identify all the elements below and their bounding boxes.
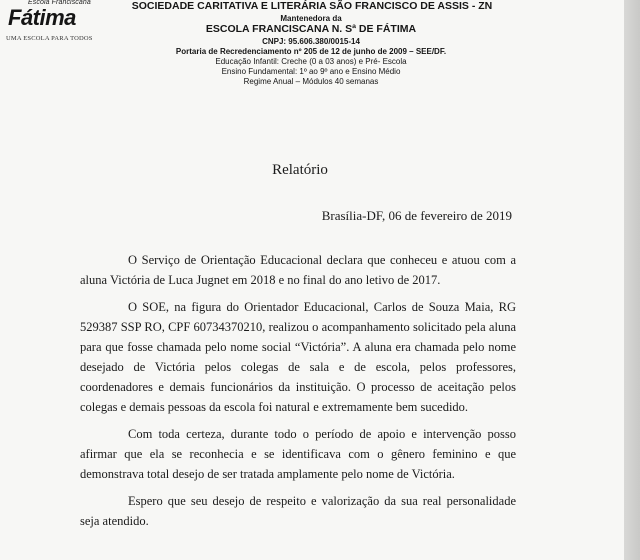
school-logo bbox=[6, 0, 106, 48]
letterhead-cnpj: CNPJ: 95.606.380/0015-14 bbox=[262, 37, 360, 46]
document-title: Relatório bbox=[272, 162, 328, 178]
paragraph-3: Com toda certeza, durante todo o período de apoio e intervenção posso afirmar que ela se reconhecia e se identificava com o gênero feminino e que demonstrava total desejo de ser tratada amplamente pelo nome de Victória. bbox=[80, 427, 516, 481]
report-body bbox=[80, 250, 516, 538]
paragraph-1: O Serviço de Orientação Educacional declara que conheceu e atuou com a aluna Victória de Luca Jugnet em 2018 e no final do ano letivo de 2017. bbox=[80, 253, 516, 287]
letterhead-regime: Regime Anual – Módulos 40 semanas bbox=[243, 77, 379, 86]
logo-tagline-top: Escola Franciscana bbox=[28, 0, 91, 6]
letterhead-society-name: SOCIEDADE CARITATIVA E LITERÁRIA SÃO FRANCISCO DE ASSIS - ZN bbox=[131, 0, 493, 12]
letterhead-school-name: ESCOLA FRANCISCANA N. Sª DE FÁTIMA bbox=[205, 23, 417, 35]
page-edge-shadow bbox=[624, 0, 640, 560]
letterhead-ordinance: Portaria de Recredenciamento nº 205 de 12 de junho de 2009 – SEE/DF. bbox=[175, 47, 447, 56]
letterhead-maintainer-label: Mantenedora da bbox=[280, 14, 342, 23]
letterhead-early-education: Educação Infantil: Creche (0 a 03 anos) e Pré- Escola bbox=[215, 57, 407, 66]
date-line: Brasília-DF, 06 de fevereiro de 2019 bbox=[321, 208, 512, 223]
letterhead-fundamental-education: Ensino Fundamental: 1º ao 9º ano e Ensino Médio bbox=[221, 67, 401, 76]
paragraph-4: Espero que seu desejo de respeito e valorização da sua real personalidade seja atendido. bbox=[80, 494, 516, 528]
paragraph-2: O SOE, na figura do Orientador Educacional, Carlos de Souza Maia, RG 529387 SSP RO, CPF 60734370210, realizou o acompanhamento solicitado pela aluna para que fosse chamada pelo nome social “Victória”. A aluna era chamada pelo nome desejado de Victória pelos colegas de sala e de escola, pelos professores, coordenadores e demais funcionários da instituição. O processo de aceitação pelos colegas e demais pessoas da escola foi natural e extremamente bem sucedido. bbox=[80, 300, 516, 414]
logo-wordmark: Fátima bbox=[8, 5, 76, 30]
logo-slogan: UMA ESCOLA PARA TODOS bbox=[6, 35, 93, 42]
